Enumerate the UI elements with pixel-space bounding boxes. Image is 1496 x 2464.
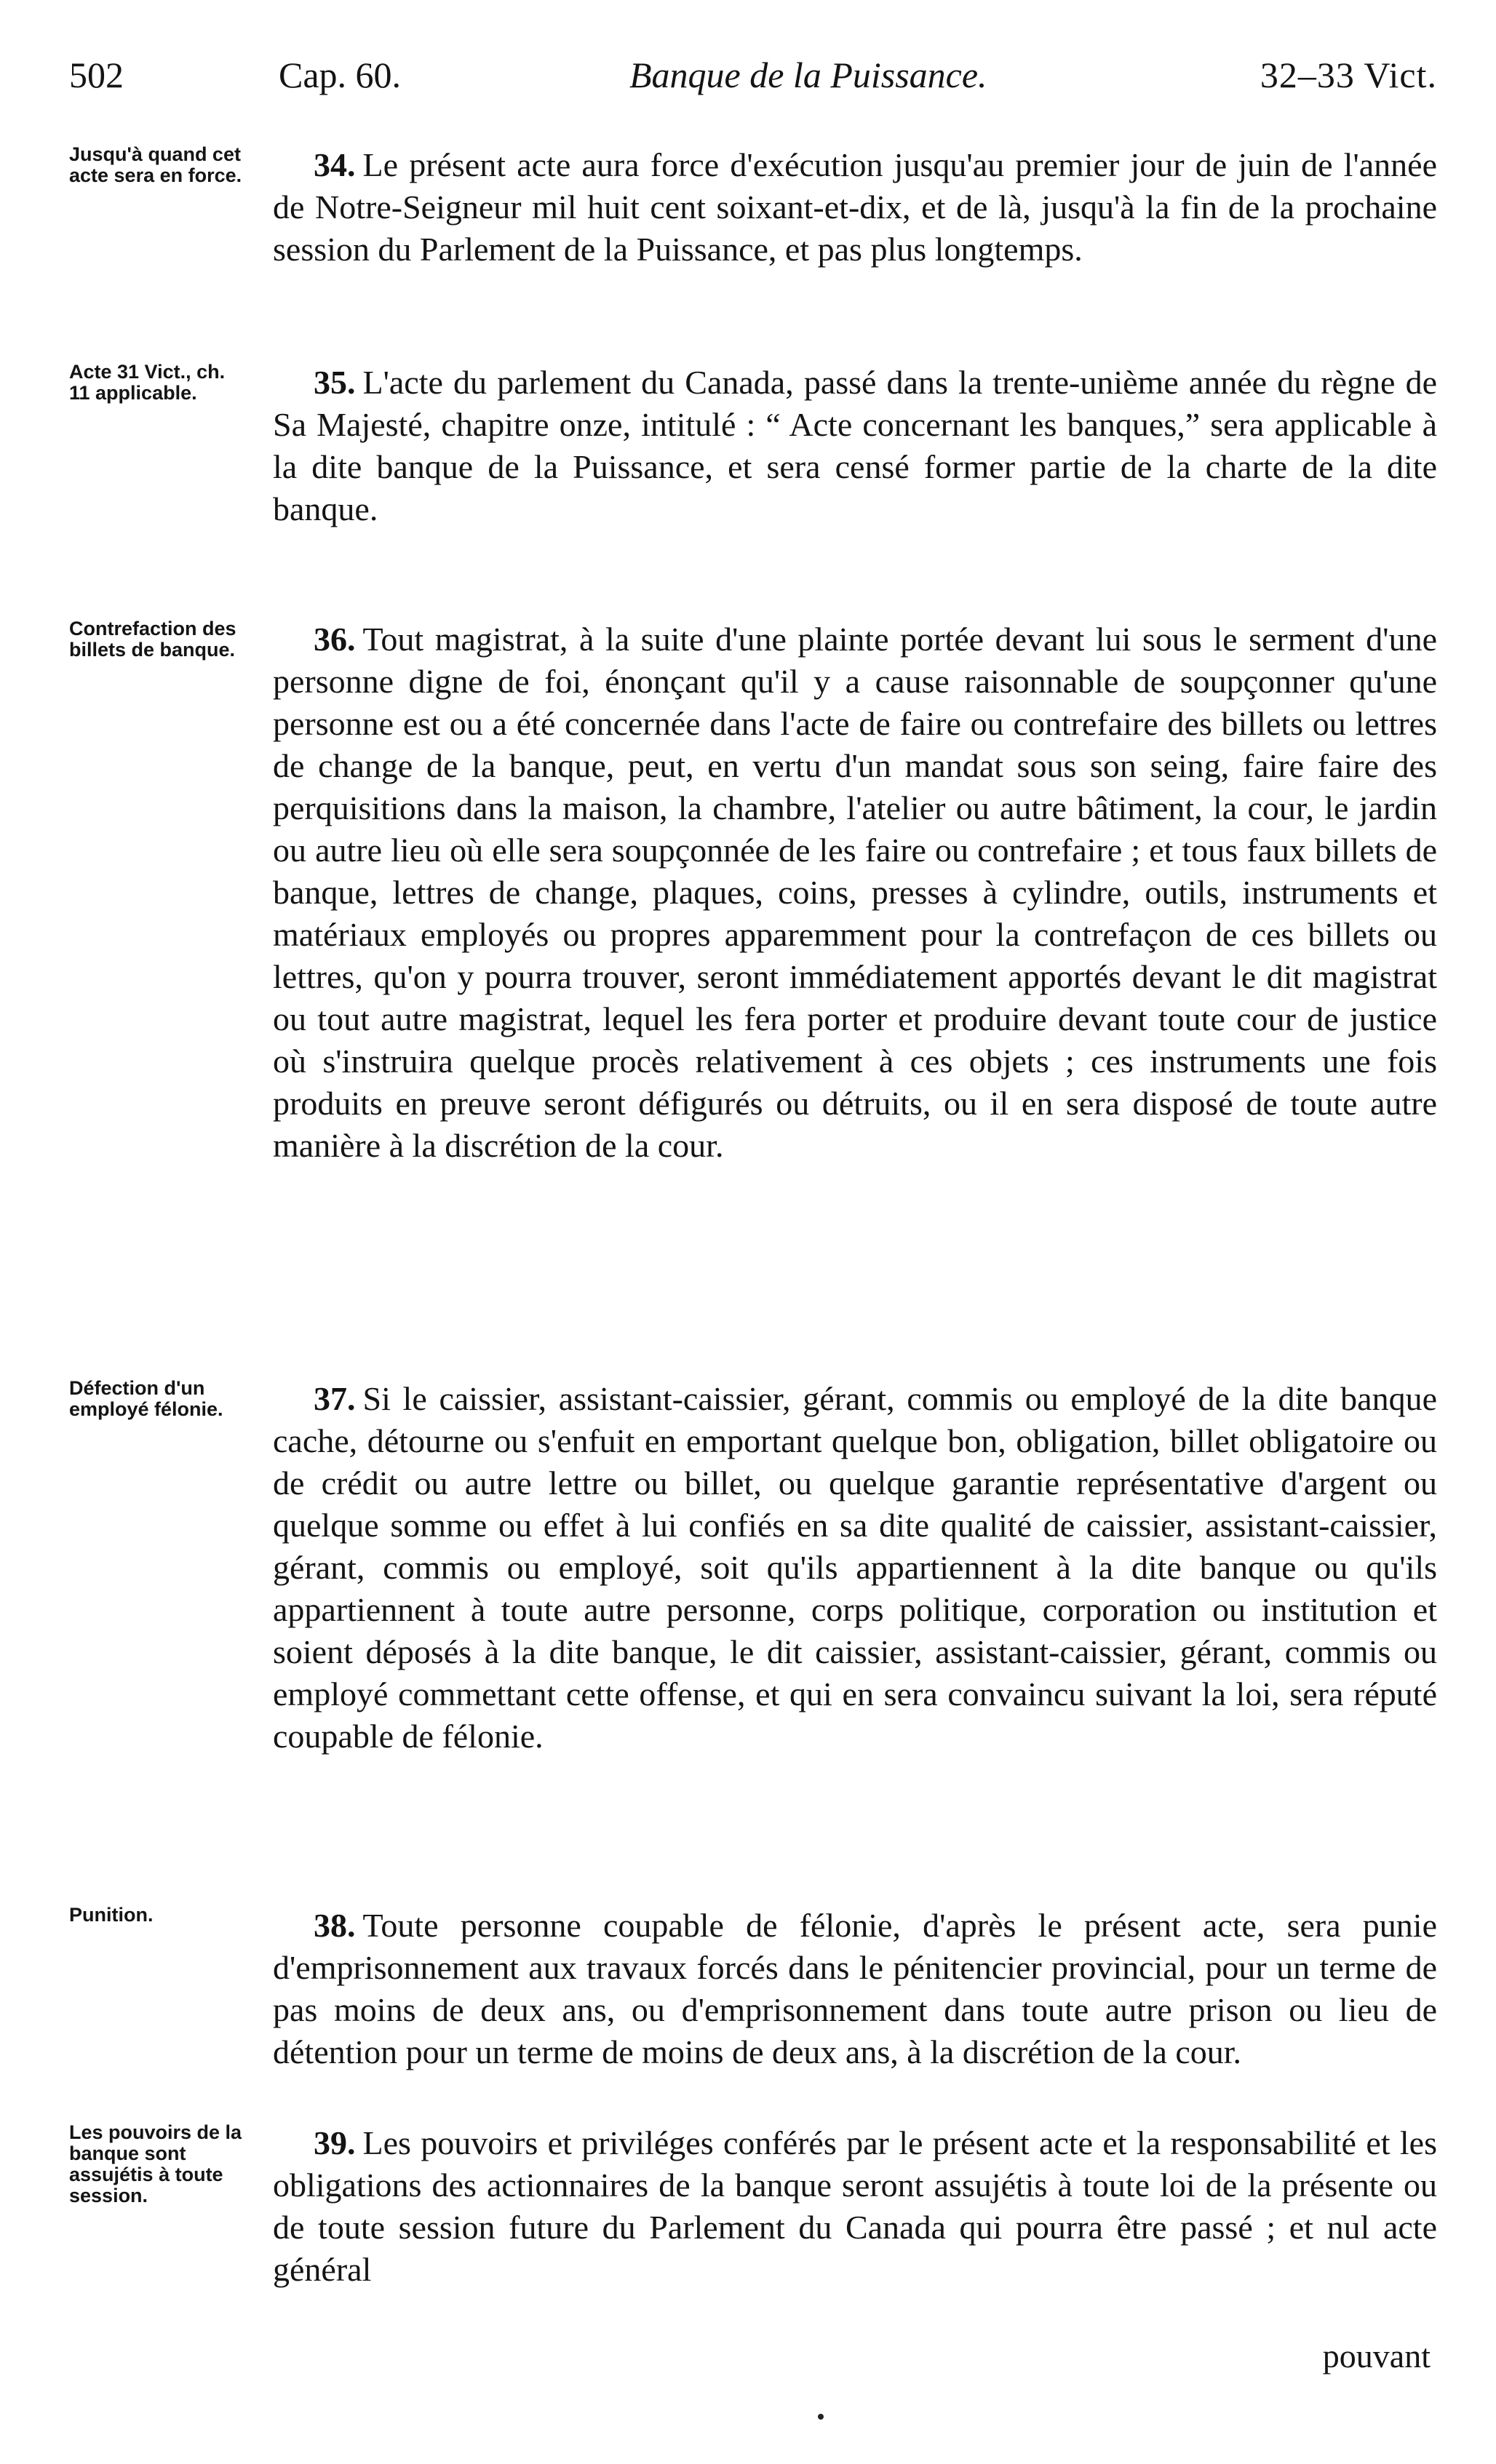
section-number: 39. xyxy=(314,2124,356,2161)
margin-note: Punition. xyxy=(69,1904,154,1926)
section-text xyxy=(273,1378,1437,1758)
section-number: 35. xyxy=(314,364,356,401)
section-body: Tout magistrat, à la suite d'une plainte portée devant lui sous le serment d'une personne digne de foi, énonçant qu'il y a cause raisonnable de soupçonner qu'une personne est ou a été concernée dans l'acte de faire ou contrefaire des billets ou lettres de change de la banque, peut, en vertu d'un mandat sous son seing, faire faire des perquisitions dans la maison, la chambre, l'atelier ou autre bâtiment, la cour, le jardin ou autre lieu où elle sera soupçonnée de les faire ou contrefaire ; et tous faux billets de banque, lettres de change, plaques, coins, presses à cylindre, outils, instruments et matériaux employés ou propres apparemment pour la contrefaçon de ces billets ou lettres, qu'on y pourra trouver, seront immédiatement apportés devant le dit magistrat ou tout autre magistrat, lequel les fera porter et produire devant toute cour de justice où s'instruira quelque procès relativement à ces objets ; ces instruments une fois produits en preuve seront défigurés ou détruits, ou il en sera disposé de toute autre manière à la discrétion de la cour. xyxy=(273,621,1437,1164)
catchword: pouvant xyxy=(1322,2337,1431,2375)
section-body: Les pouvoirs et priviléges conférés par le présent acte et la responsabilité et les obligations des actionnaires de la banque seront assujétis à toute loi de la présente ou de toute session future du Parlement du Canada qui pourra être passé ; et nul acte général xyxy=(273,2124,1437,2288)
section-body: L'acte du parlement du Canada, passé dans la trente-unième année du règne de Sa Majesté, chapitre onze, intitulé : “ Acte concernant les banques,” sera applicable à la dite banque de la Puissance, et sera censé former partie de la charte de la dite banque. xyxy=(273,364,1437,527)
regnal-year: 32–33 Vict. xyxy=(1260,55,1437,95)
page-header xyxy=(69,49,1437,100)
margin-note: Acte 31 Vict., ch. 11 applicable. xyxy=(69,361,226,404)
margin-note: Jusqu'à quand cet acte sera en force. xyxy=(69,143,242,186)
section-text xyxy=(273,144,1437,271)
section-text xyxy=(273,362,1437,530)
page-number: 502 xyxy=(69,55,124,95)
section-number: 36. xyxy=(314,621,356,658)
section-body: Le présent acte aura force d'exécution jusqu'au premier jour de juin de l'année de Notre-Seigneur mil huit cent soixant-et-dix, et de là, jusqu'à la fin de la prochaine session du Parlement de la Puissance, et pas plus longtemps. xyxy=(273,146,1437,268)
section-text xyxy=(273,1905,1437,2073)
running-title: Banque de la Puissance. xyxy=(629,55,987,95)
chapter-label: Cap. 60. xyxy=(279,55,402,95)
margin-note: Les pouvoirs de la banque sont assujétis à toute session. xyxy=(69,2121,242,2206)
margin-note: Contrefaction des billets de banque. xyxy=(69,618,236,661)
print-speck xyxy=(818,2414,824,2420)
section-number: 34. xyxy=(314,146,356,183)
section-body: Toute personne coupable de félonie, d'après le présent acte, sera punie d'emprisonnement aux travaux forcés dans le pénitencier provincial, pour un terme de pas moins de deux ans, ou d'emprisonnement dans toute autre prison ou lieu de détention pour un terme de moins de deux ans, à la discrétion de la cour. xyxy=(273,1907,1437,2070)
section-text xyxy=(273,618,1437,1167)
section-body: Si le caissier, assistant-caissier, gérant, commis ou employé de la dite banque cache, détourne ou s'enfuit en emportant quelque bon, obligation, billet obligatoire ou de crédit ou autre lettre ou billet, ou quelque garantie représentative d'argent ou quelque somme ou effet à lui confiés en sa dite qualité de caissier, assistant-caissier, gérant, commis ou employé, soit qu'ils appartiennent à la dite banque ou qu'ils appartiennent à toute autre personne, corps politique, corporation ou institution et soient déposés à la dite banque, le dit caissier, assistant-caissier, gérant, commis ou employé commettant cette offense, et qui en sera convaincu suivant la loi, sera réputé coupable de félonie. xyxy=(273,1380,1437,1755)
section-number: 38. xyxy=(314,1907,356,1944)
section-number: 37. xyxy=(314,1380,356,1417)
section-text xyxy=(273,2122,1437,2291)
margin-note: Défection d'un employé félonie. xyxy=(69,1377,223,1420)
